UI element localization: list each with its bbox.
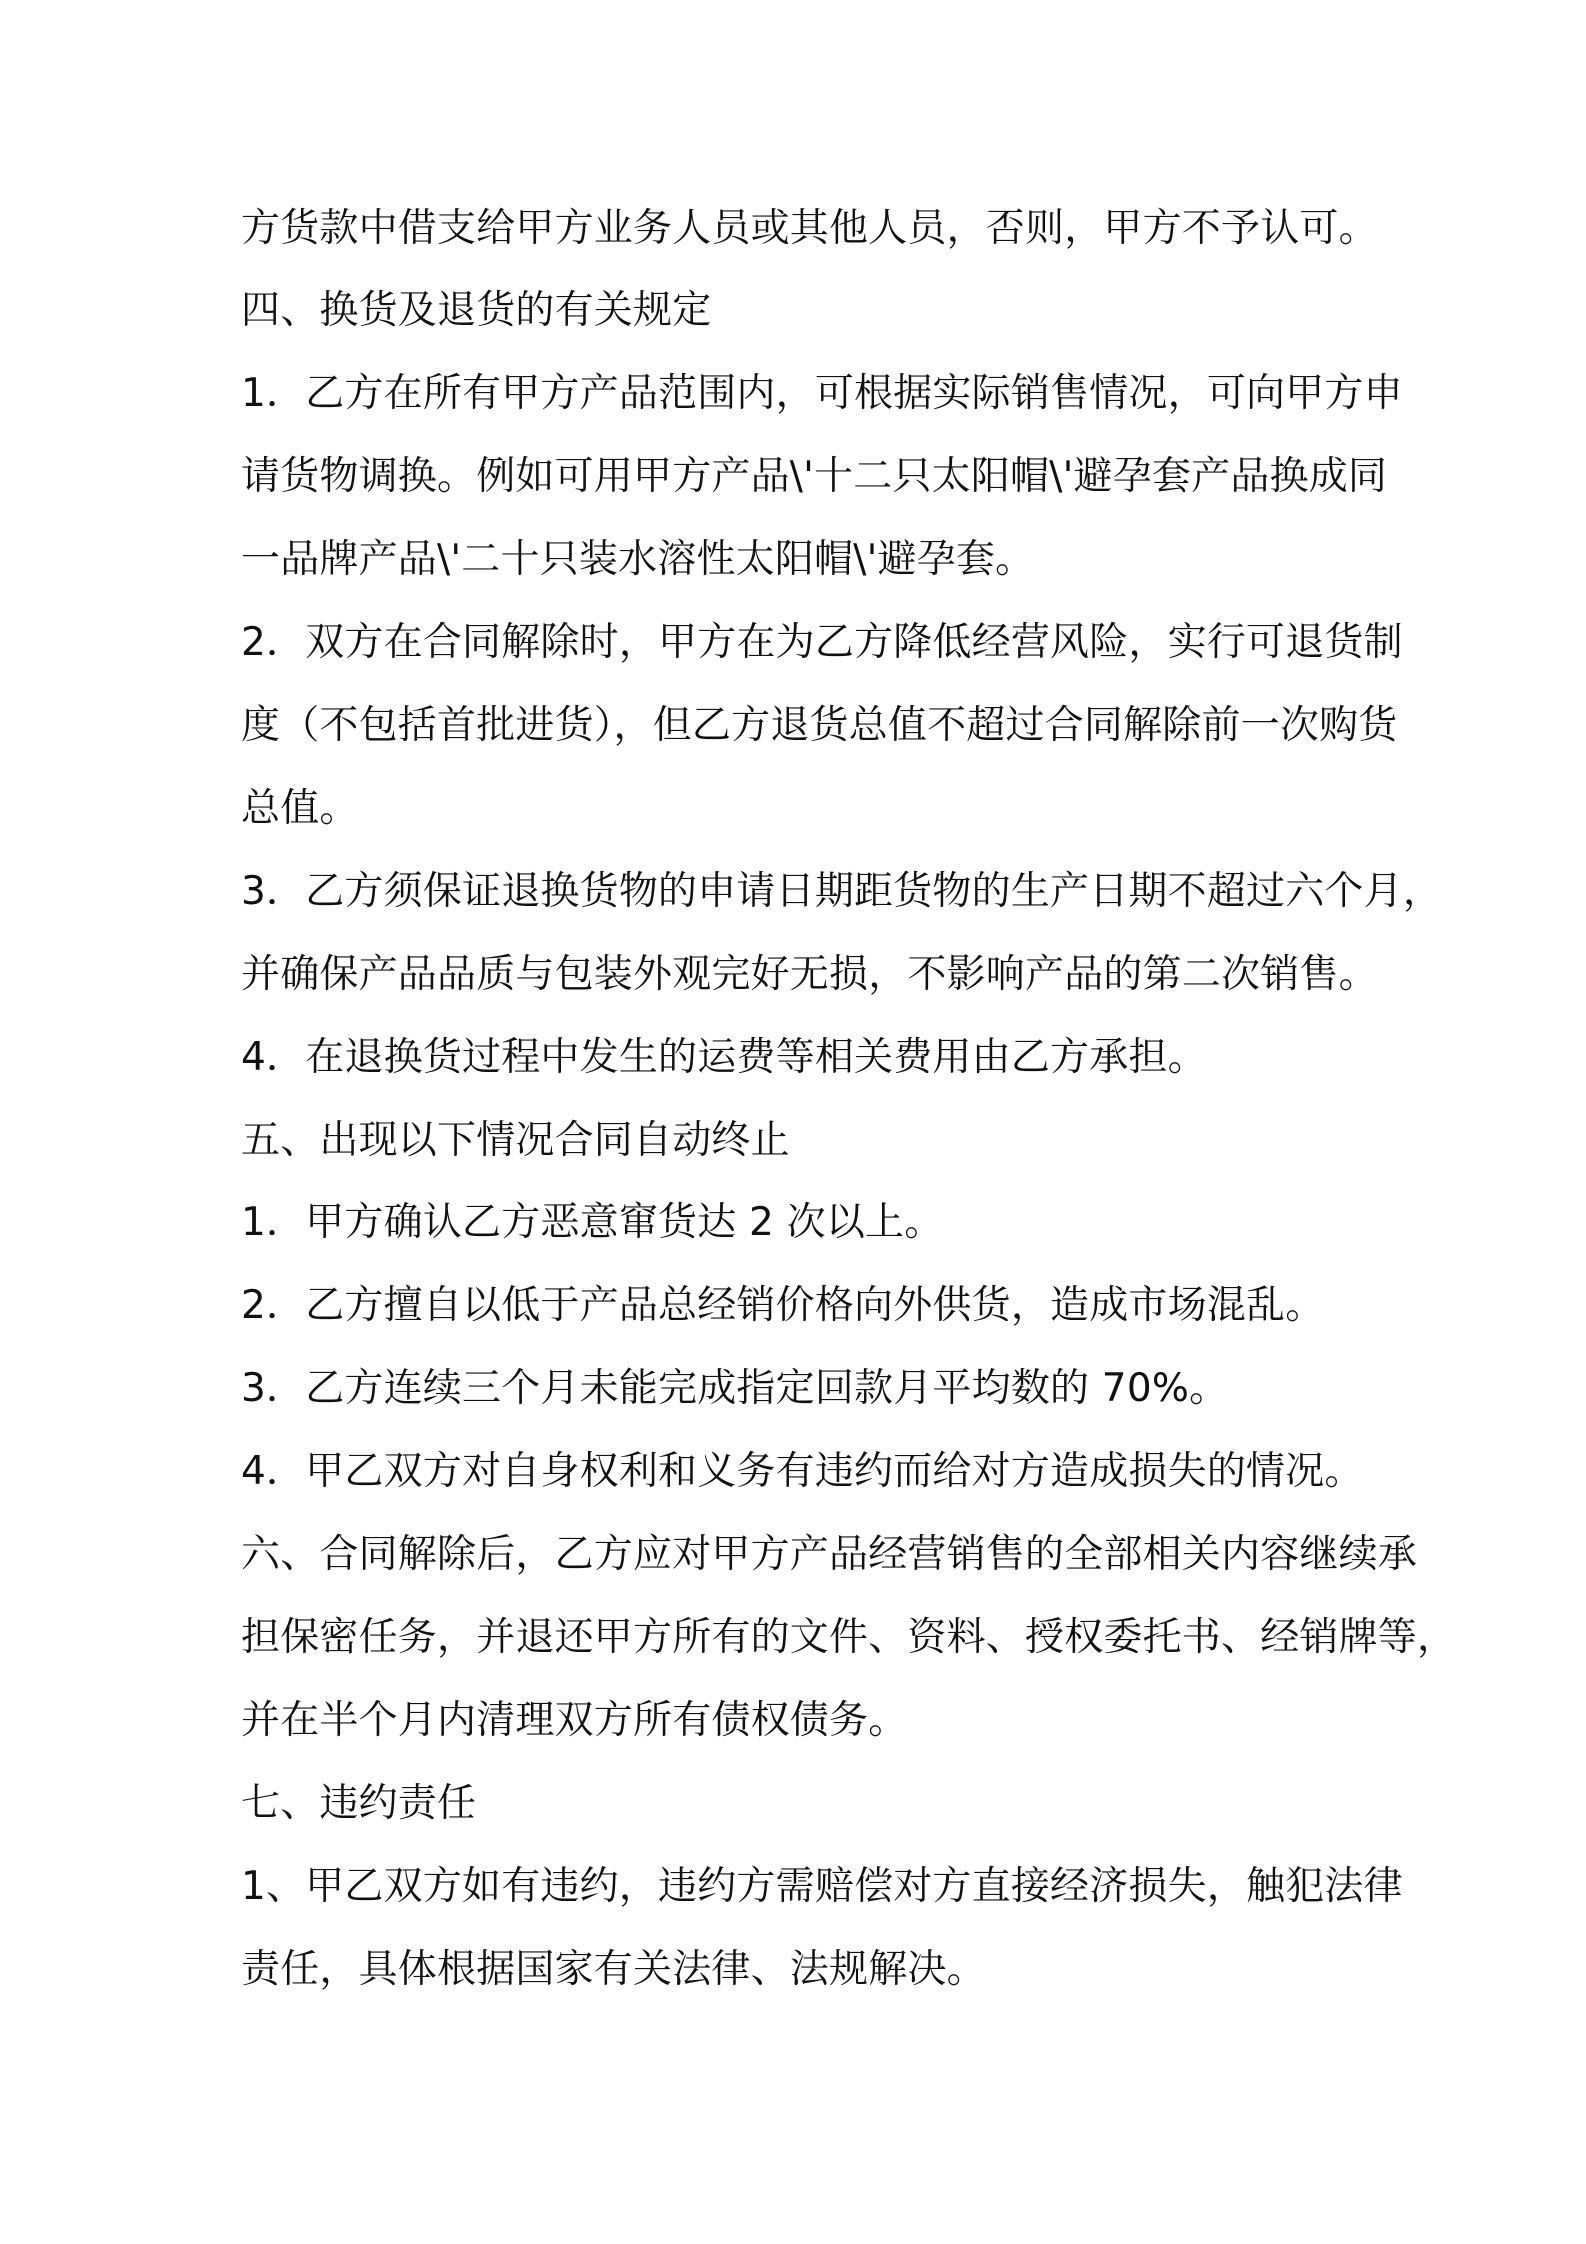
text-line: 方货款中借支给甲方业务人员或其他人员，否则，甲方不予认可。 (241, 206, 1378, 251)
text-line: 4．甲乙双方对自身权利和义务有违约而给对方造成损失的情况。 (241, 1449, 1364, 1494)
text-line: 责任，具体根据国家有关法律、法规解决。 (241, 1947, 986, 1992)
text-line: 1．甲方确认乙方恶意窜货达 2 次以上。 (241, 1200, 944, 1245)
text-line: 1．乙方在所有甲方产品范围内，可根据实际销售情况，可向甲方申 (241, 371, 1403, 416)
text-line: 总值。 (241, 786, 359, 831)
section-heading: 六、合同解除后，乙方应对甲方产品经营销售的全部相关内容继续承 (241, 1532, 1418, 1577)
section-heading: 七、违约责任 (241, 1781, 477, 1826)
text-line: 1、甲乙双方如有违约，违约方需赔偿对方直接经济损失，触犯法律 (241, 1864, 1403, 1909)
text-line: 2．乙方擅自以低于产品总经销价格向外供货，造成市场混乱。 (241, 1283, 1325, 1328)
text-line: 请货物调换。例如可用甲方产品\'十二只太阳帽\'避孕套产品换成同 (241, 454, 1388, 499)
text-line: 2．双方在合同解除时，甲方在为乙方降低经营风险，实行可退货制 (241, 620, 1403, 665)
text-line: 并在半个月内清理双方所有债权债务。 (241, 1698, 908, 1743)
text-line: 3．乙方连续三个月未能完成指定回款月平均数的 70%。 (241, 1366, 1229, 1411)
text-line: 4．在退换货过程中发生的运费等相关费用由乙方承担。 (241, 1035, 1207, 1080)
text-line: 一品牌产品\'二十只装水溶性太阳帽\'避孕套。 (241, 537, 1035, 582)
text-line: 并确保产品品质与包装外观完好无损，不影响产品的第二次销售。 (241, 952, 1378, 997)
section-heading: 五、出现以下情况合同自动终止 (241, 1118, 790, 1163)
section-heading: 四、换货及退货的有关规定 (241, 288, 712, 333)
text-line: 3．乙方须保证退换货物的申请日期距货物的生产日期不超过六个月， (241, 869, 1443, 914)
text-line: 度（不包括首批进货），但乙方退货总值不超过合同解除前一次购货 (241, 703, 1398, 748)
text-line: 担保密任务，并退还甲方所有的文件、资料、授权委托书、经销牌等， (241, 1615, 1457, 1660)
